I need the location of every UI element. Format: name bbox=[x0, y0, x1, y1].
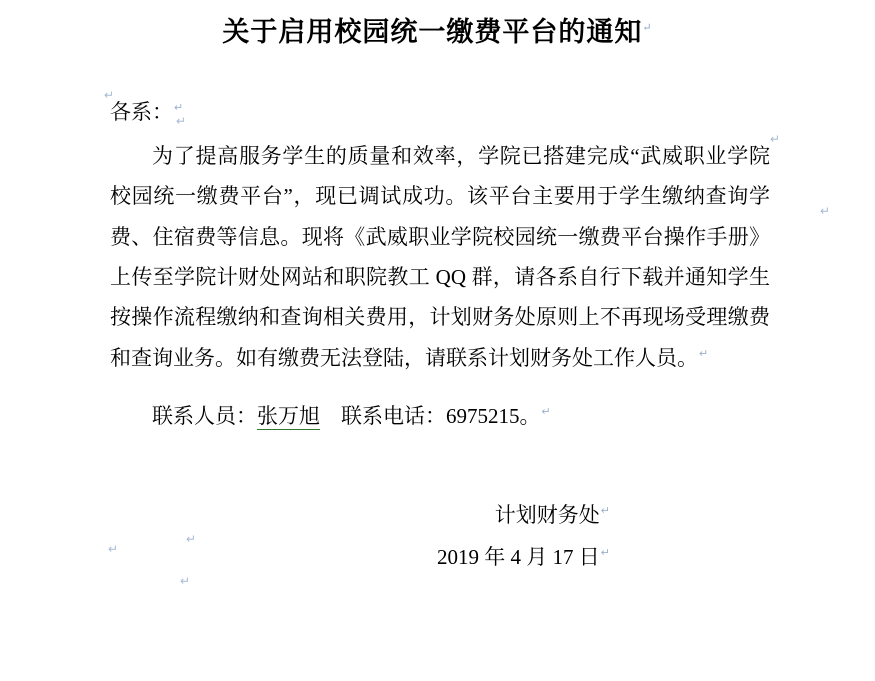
body-paragraph-text: 为了提高服务学生的质量和效率，学院已搭建完成“武威职业学院校园统一缴费平台”，现已调试成功。该平台主要用于学生缴纳查询学费、住宿费等信息。现将《武威职业学院校园统一缴费平台操作手册》上传至学院计财处网站和职院教工 QQ 群，请各系自行下载并通知学生按操作流程缴纳和查询相关费用，计划财务处原则上不再现场受理缴费和查询业务。如有缴费无法登陆，请联系计划财务处工作人员。 bbox=[110, 144, 770, 370]
contact-phone-number: 6975215。 bbox=[446, 403, 541, 428]
contact-person-label: 联系人员： bbox=[152, 403, 257, 428]
paragraph-mark-icon: ↵ bbox=[600, 547, 610, 560]
paragraph-mark-icon: ↵ bbox=[186, 532, 197, 546]
page-title bbox=[0, 14, 875, 52]
page-title-text: 关于启用校园统一缴费平台的通知 bbox=[222, 17, 643, 47]
document-page bbox=[0, 14, 875, 681]
paragraph-mark-icon: ↵ bbox=[174, 101, 184, 114]
signature-block bbox=[110, 494, 770, 578]
paragraph-mark-icon: ↵ bbox=[180, 574, 191, 588]
body-spacer bbox=[110, 436, 770, 494]
paragraph-mark-icon: ↵ bbox=[104, 88, 115, 102]
paragraph-mark-icon: ↵ bbox=[642, 22, 653, 34]
paragraph-mark-icon: ↵ bbox=[600, 505, 610, 518]
contact-line bbox=[110, 396, 770, 436]
document-body bbox=[0, 92, 875, 579]
signature-department-line bbox=[110, 494, 610, 536]
contact-phone-label: 联系电话： bbox=[341, 403, 446, 428]
signature-date-line bbox=[110, 536, 610, 578]
signature-date: 2019 年 4 月 17 日 bbox=[437, 545, 600, 570]
paragraph-mark-icon: ↵ bbox=[820, 204, 831, 218]
paragraph-mark-icon: ↵ bbox=[541, 405, 551, 418]
contact-person-name: 张万旭 bbox=[257, 403, 320, 428]
salutation-text: 各系： bbox=[110, 99, 173, 124]
paragraph-mark-icon: ↵ bbox=[108, 542, 119, 556]
body-paragraph bbox=[110, 136, 770, 378]
paragraph-mark-icon: ↵ bbox=[770, 132, 781, 146]
paragraph-mark-icon: ↵ bbox=[699, 347, 709, 360]
signature-department: 计划财务处 bbox=[494, 503, 600, 528]
salutation-line bbox=[110, 92, 770, 132]
paragraph-mark-icon: ↵ bbox=[176, 114, 187, 128]
